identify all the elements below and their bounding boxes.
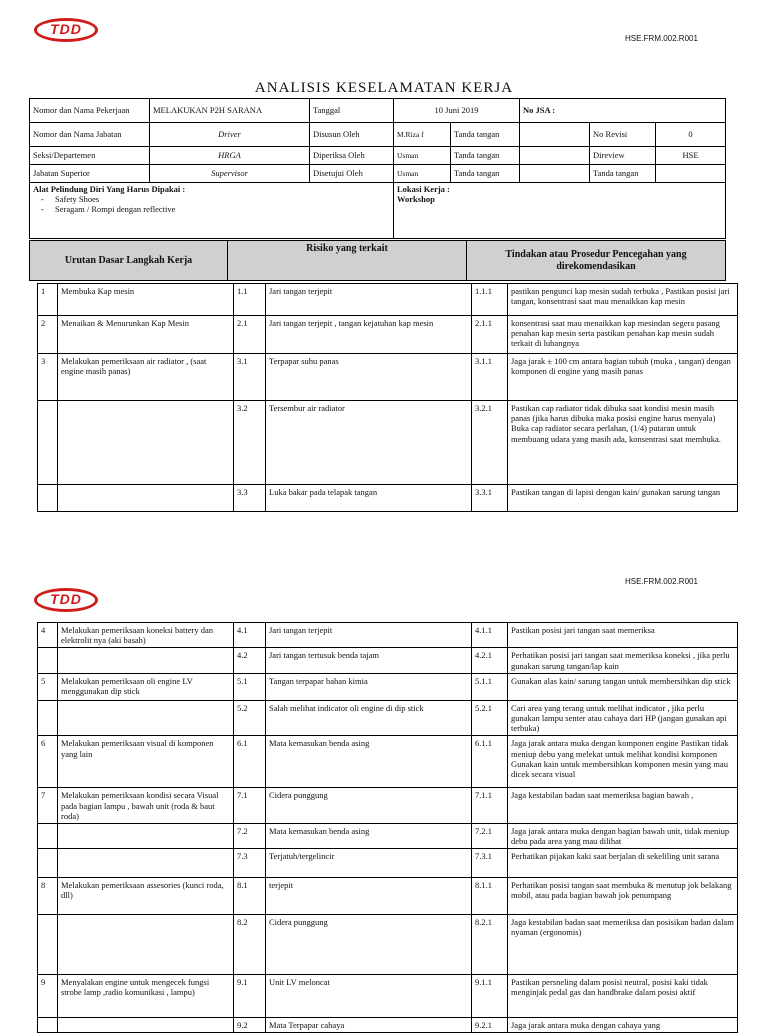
action-text: Cari area yang terang untuk melihat indicator , jika perlu gunakan lampu senter atau cahaya dari HP (jangan gunakan api terbuka) xyxy=(508,700,738,736)
label-superior: Jabatan Superior xyxy=(30,165,150,183)
action-number: 4.2.1 xyxy=(472,648,508,673)
col-action: Tindakan atau Prosedur Pencegahan yang direkomendasikan xyxy=(467,241,726,281)
risk-number: 4.1 xyxy=(234,623,266,648)
step-number xyxy=(38,401,58,485)
step-text: Melakukan pemeriksaan assesories (kunci roda, dll) xyxy=(58,878,234,915)
step-number: 2 xyxy=(38,316,58,354)
table-row xyxy=(38,284,738,316)
step-number xyxy=(38,915,58,975)
sign-cell-3 xyxy=(520,165,590,183)
value-checked: Usman xyxy=(394,147,451,165)
action-number: 5.1.1 xyxy=(472,673,508,700)
risk-number: 7.2 xyxy=(234,823,266,848)
action-text: Jaga jarak ± 100 cm antara bagian tubuh (muka , tangan) dengan komponen di engine yang masih panas xyxy=(508,354,738,401)
location-value: Workshop xyxy=(397,194,435,205)
label-sign-3: Tanda tangan xyxy=(451,165,520,183)
risk-text: Jari tangan tertusuk benda tajam xyxy=(266,648,472,673)
table-row xyxy=(38,316,738,354)
risk-text: terjepit xyxy=(266,878,472,915)
jsa-table-page1 xyxy=(37,283,738,512)
table-row xyxy=(38,788,738,824)
action-number: 2.1.1 xyxy=(472,316,508,354)
risk-text: Tersembur air radiator xyxy=(266,401,472,485)
label-jsa-no: No JSA : xyxy=(520,99,726,123)
label-date: Tanggal xyxy=(310,99,394,123)
step-number xyxy=(38,485,58,512)
action-number: 7.2.1 xyxy=(472,823,508,848)
sign-cell-2 xyxy=(520,147,590,165)
logo-text: TDD xyxy=(50,591,82,607)
step-number: 5 xyxy=(38,673,58,700)
label-job: Nomor dan Nama Pekerjaan xyxy=(30,99,150,123)
step-text: Melakukan pemeriksaan visual di komponen yang lain xyxy=(58,736,234,788)
table-row xyxy=(38,915,738,975)
step-text: Melakukan pemeriksaan kondisi secara Visual pada bagian lampu , bawah unit (roda & baut roda) xyxy=(58,788,234,824)
jsa-table-page2 xyxy=(37,622,738,1033)
label-sign-2: Tanda tangan xyxy=(451,147,520,165)
action-number: 7.3.1 xyxy=(472,849,508,878)
company-logo-page2 xyxy=(34,588,98,612)
risk-number: 6.1 xyxy=(234,736,266,788)
col-risk: Risiko yang terkait xyxy=(228,241,467,281)
action-text: Pastikan posisi jari tangan saat memeriksa xyxy=(508,623,738,648)
risk-number: 1.1 xyxy=(234,284,266,316)
action-number: 7.1.1 xyxy=(472,788,508,824)
value-approved: Usman xyxy=(394,165,451,183)
step-text xyxy=(58,401,234,485)
risk-number: 4.2 xyxy=(234,648,266,673)
step-number: 9 xyxy=(38,975,58,1018)
risk-text: Luka bakar pada telapak tangan xyxy=(266,485,472,512)
document-code-page2: HSE.FRM.002.R001 xyxy=(625,577,698,586)
action-number: 1.1.1 xyxy=(472,284,508,316)
action-number: 9.1.1 xyxy=(472,975,508,1018)
risk-number: 2.1 xyxy=(234,316,266,354)
risk-number: 7.3 xyxy=(234,849,266,878)
risk-text: Terpapar suhu panas xyxy=(266,354,472,401)
action-text: Perhatikan posisi tangan saat membuka & menutup jok belakang mobil, atau pada bagian bawah jok penumpang xyxy=(508,878,738,915)
table-row xyxy=(38,823,738,848)
step-number xyxy=(38,823,58,848)
table-row xyxy=(38,673,738,700)
step-text xyxy=(58,1018,234,1033)
sign-cell-1 xyxy=(520,123,590,147)
risk-number: 3.3 xyxy=(234,485,266,512)
table-row xyxy=(38,354,738,401)
logo-text: TDD xyxy=(50,21,82,37)
label-reviewed: Direview xyxy=(590,147,656,165)
risk-number: 9.1 xyxy=(234,975,266,1018)
label-sign-4: Tanda tangan xyxy=(590,165,656,183)
risk-number: 3.1 xyxy=(234,354,266,401)
table-row xyxy=(38,401,738,485)
step-number xyxy=(38,700,58,736)
risk-text: Unit LV meloncat xyxy=(266,975,472,1018)
document-code: HSE.FRM.002.R001 xyxy=(625,34,698,43)
ppe-list xyxy=(33,194,390,214)
action-text: Perhatikan posisi jari tangan saat memeriksa koneksi , jika perlu gunakan sarung tangan/lap kain xyxy=(508,648,738,673)
risk-number: 5.2 xyxy=(234,700,266,736)
risk-number: 8.2 xyxy=(234,915,266,975)
risk-text: Cidera punggung xyxy=(266,915,472,975)
action-text: Perhatikan pijakan kaki saat berjalan di sekeliling unit sarana xyxy=(508,849,738,878)
label-revision: No Revisi xyxy=(590,123,656,147)
step-number: 4 xyxy=(38,623,58,648)
risk-number: 3.2 xyxy=(234,401,266,485)
step-text xyxy=(58,823,234,848)
table-row xyxy=(38,736,738,788)
action-text: Jaga kestabilan badan saat memeriksa dan posisikan badan dalam nyaman (ergonomis) xyxy=(508,915,738,975)
risk-text: Tangan terpapar bahan kimia xyxy=(266,673,472,700)
step-number xyxy=(38,849,58,878)
action-number: 3.3.1 xyxy=(472,485,508,512)
ppe-cell xyxy=(30,183,394,239)
step-text xyxy=(58,849,234,878)
label-checked: Diperiksa Oleh xyxy=(310,147,394,165)
action-number: 3.2.1 xyxy=(472,401,508,485)
action-number: 8.2.1 xyxy=(472,915,508,975)
action-text: Pastikan tangan di lapisi dengan kain/ gunakan sarung tangan xyxy=(508,485,738,512)
location-label: Lokasi Kerja : xyxy=(397,184,450,194)
label-sign-1: Tanda tangan xyxy=(451,123,520,147)
label-prepared: Disusun Oleh xyxy=(310,123,394,147)
value-department: HRGA xyxy=(150,147,310,165)
step-text xyxy=(58,915,234,975)
action-text: Gunakan alas kain/ sarung tangan untuk membersihkan dip stick xyxy=(508,673,738,700)
action-text: Jaga kestabilan badan saat memeriksa bagian bawah , xyxy=(508,788,738,824)
header-table xyxy=(29,98,726,239)
location-cell xyxy=(394,183,726,239)
table-row xyxy=(38,648,738,673)
label-position: Nomor dan Nama Jabatan xyxy=(30,123,150,147)
value-position: Driver xyxy=(150,123,310,147)
action-text: konsentrasi saat mau menaikkan kap mesindan segera pasang penahan kap mesin serta pastikan penahan kap mesin sudah terkait di lubangnya xyxy=(508,316,738,354)
step-number xyxy=(38,648,58,673)
table-row xyxy=(38,849,738,878)
step-number: 7 xyxy=(38,788,58,824)
action-text: Jaga jarak antara muka dengan bagian bawah unit, tidak meniup debu pada area yang mau dilihat xyxy=(508,823,738,848)
table-row xyxy=(38,700,738,736)
action-text: Pastikan persneling dalam posisi neutral, posisi kaki tidak menginjak pedal gas dan handbrake dalam posisi aktif xyxy=(508,975,738,1018)
risk-number: 9.2 xyxy=(234,1018,266,1033)
step-number: 1 xyxy=(38,284,58,316)
action-number: 4.1.1 xyxy=(472,623,508,648)
value-job: MELAKUKAN P2H SARANA xyxy=(150,99,310,123)
document-title: ANALISIS KESELAMATAN KERJA xyxy=(254,80,514,96)
step-text: Menyalakan engine untuk mengecek fungsi strobe lamp ,radio komunikasi , lampu) xyxy=(58,975,234,1018)
action-number: 3.1.1 xyxy=(472,354,508,401)
ppe-label: Alat Pelindung Diri Yang Harus Dipakai : xyxy=(33,184,186,194)
risk-text: Jari tangan terjepit xyxy=(266,284,472,316)
col-steps: Urutan Dasar Langkah Kerja xyxy=(30,241,228,281)
value-reviewed: HSE xyxy=(656,147,726,165)
step-number: 3 xyxy=(38,354,58,401)
step-text xyxy=(58,648,234,673)
risk-text: Salah melihat indicator oli engine di dip stick xyxy=(266,700,472,736)
ppe-item: - Seragam / Rompi dengan reflective xyxy=(41,204,390,214)
action-number: 9.2.1 xyxy=(472,1018,508,1033)
risk-text: Terjatuh/tergelincir xyxy=(266,849,472,878)
risk-text: Mata kemasukan benda asing xyxy=(266,823,472,848)
table-row xyxy=(38,878,738,915)
action-number: 5.2.1 xyxy=(472,700,508,736)
risk-number: 7.1 xyxy=(234,788,266,824)
action-number: 8.1.1 xyxy=(472,878,508,915)
step-text: Menaikan & Menurunkan Kap Mesin xyxy=(58,316,234,354)
risk-text: Jari tangan terjepit xyxy=(266,623,472,648)
action-text: pastikan pengunci kap mesin sudah terbuka , Pastikan posisi jari tangan, konsentrasi saat mau menaikkan kap mesin xyxy=(508,284,738,316)
step-text: Melakukan pemeriksaan air radiator , (saat engine masih panas) xyxy=(58,354,234,401)
step-text: Melakukan pemeriksaan koneksi battery dan elektrolit nya (aki basah) xyxy=(58,623,234,648)
step-text: Melakukan pemeriksaan oli engine LV menggunakan dip stick xyxy=(58,673,234,700)
table-row xyxy=(38,623,738,648)
risk-text: Mata kemasukan benda asing xyxy=(266,736,472,788)
step-number xyxy=(38,1018,58,1033)
risk-number: 8.1 xyxy=(234,878,266,915)
action-text: Jaga jarak antara muka dengan komponen engine Pastikan tidak meniup debu yang melekat untuk melihat kondisi komponen Gunakan kain untuk membersihkan komponen mesin yang mau dicek secara visual xyxy=(508,736,738,788)
label-approved: Disetujui Oleh xyxy=(310,165,394,183)
table-row xyxy=(38,975,738,1018)
risk-text: Mata Terpapar cahaya xyxy=(266,1018,472,1033)
action-text: Jaga jarak antara muka dengan cahaya yang xyxy=(508,1018,738,1033)
column-header-band xyxy=(29,240,726,281)
value-date: 10 Juni 2019 xyxy=(394,99,520,123)
table-row xyxy=(38,485,738,512)
action-text: Pastikan cap radiator tidak dibuka saat kondisi mesin masih panas (jika harus dibuka maka posisi engine harus menyala) Buka cap radiator secara perlahan, (1/4) putaran untuk membuang udara yang masih ada, konsentrasi saat membuka. xyxy=(508,401,738,485)
ppe-item: - Safety Shoes xyxy=(41,194,390,204)
label-department: Seksi/Departemen xyxy=(30,147,150,165)
action-number: 6.1.1 xyxy=(472,736,508,788)
value-prepared: M.Riza f xyxy=(394,123,451,147)
step-text xyxy=(58,485,234,512)
risk-number: 5.1 xyxy=(234,673,266,700)
value-revision: 0 xyxy=(656,123,726,147)
sign-cell-4 xyxy=(656,165,726,183)
company-logo xyxy=(34,18,98,42)
step-number: 8 xyxy=(38,878,58,915)
risk-text: Cidera punggung xyxy=(266,788,472,824)
table-row xyxy=(38,1018,738,1033)
step-text xyxy=(58,700,234,736)
step-number: 6 xyxy=(38,736,58,788)
value-superior: Supervisor xyxy=(150,165,310,183)
risk-text: Jari tangan terjepit , tangan kejatuhan kap mesin xyxy=(266,316,472,354)
step-text: Membuka Kap mesin xyxy=(58,284,234,316)
